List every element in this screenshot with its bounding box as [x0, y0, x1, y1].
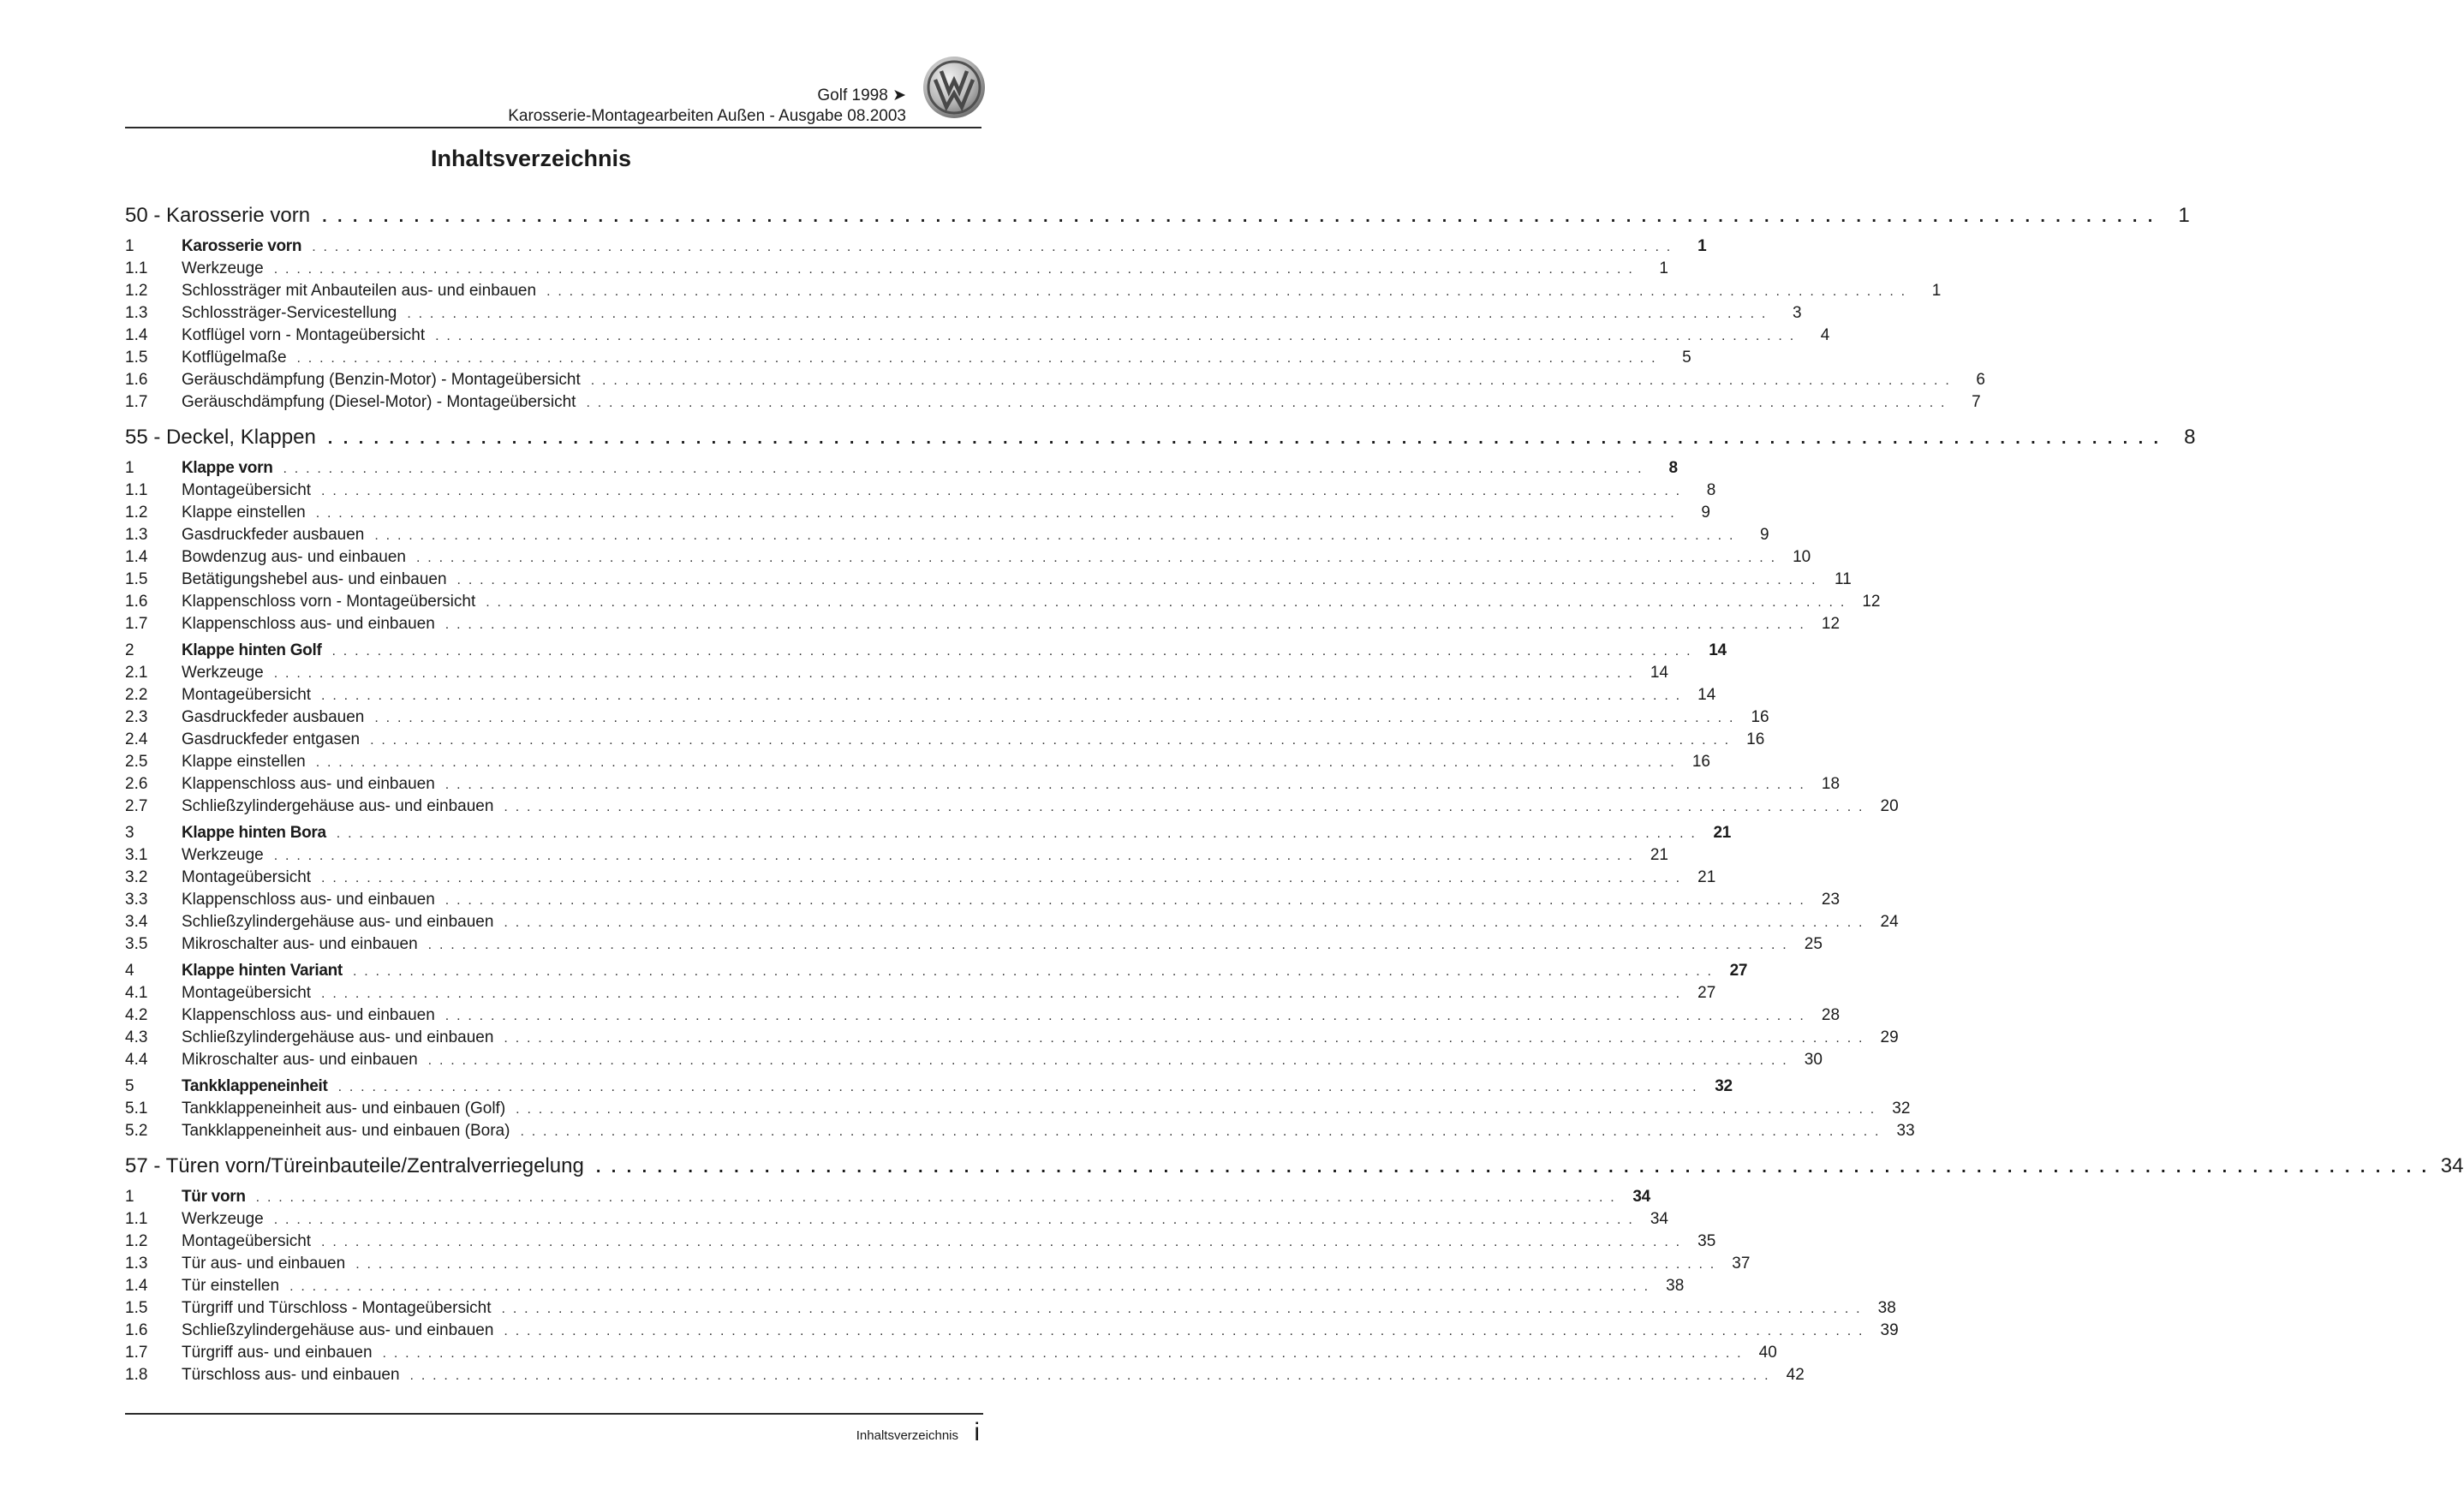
toc-entry-page: 38 [1666, 1277, 1685, 1295]
toc-entry[interactable] [125, 371, 1985, 393]
toc-entry-number: 1.4 [125, 548, 148, 566]
toc-entry-title: Tür aus- und einbauen [182, 1255, 346, 1273]
toc-entry-title: Schließzylindergehäuse aus- und einbauen [182, 1321, 494, 1339]
header-subtitle: Karosserie-Montagearbeiten Außen - Ausgabe 08.2003 [508, 107, 906, 125]
toc-entry-number: 3.3 [125, 891, 148, 909]
toc-entry-number: 1.6 [125, 371, 148, 389]
toc-entry-title: Geräuschdämpfung (Benzin-Motor) - Montageübersicht [182, 371, 581, 389]
toc-chapter-title: 55 - Deckel, Klappen [125, 426, 316, 449]
toc-leader: . . . . . . . . . . . . . . . . . . . . . . . . . . . . . . . . . . . . . . . . . . . . . . . . . . . . . . . . . . . . . . . . . . . . . . . . . . . . . . . . . . . . . . . . . . . . . . . . . . . . . . . . . . . . . . . . . . . . . . . . [407, 307, 1768, 321]
toc-leader: . . . . . . . . . . . . . . . . . . . . . . . . . . . . . . . . . . . . . . . . . . . . . . . . . . . . . . . . . . . . . . . . . . . . . . . . . . . . . . . . . . . . . . . . . . . . . . . . . . . . . . . . . . . . . . . . . . . . . . . . [520, 1124, 1881, 1139]
toc-entry-page: 16 [1751, 708, 1769, 726]
toc-leader: . . . . . . . . . . . . . . . . . . . . . . . . . . . . . . . . . . . . . . . . . . . . . . . . . . . . . . . . . . . . . . . . . . . . . . . . . . . . . . . . . . . . . . . . . . . . . . . . . . . . . . . . . . . . . . . . . . . . . . . . [322, 207, 2156, 226]
toc-entry-page: 14 [1650, 664, 1668, 682]
toc-leader: . . . . . . . . . . . . . . . . . . . . . . . . . . . . . . . . . . . . . . . . . . . . . . . . . . . . . . . . . . . . . . . . . . . . . . . . . . . . . . . . . . . . . . . . . . . . . . . . . . . . . . . . . . . . . . . . . . . . . . . . [504, 1031, 1864, 1046]
toc-entry-number: 3.5 [125, 935, 148, 953]
header-model: Golf 1998 ➤ [817, 86, 906, 104]
toc-entry-page: 37 [1732, 1255, 1751, 1273]
toc-entry-number: 2.4 [125, 730, 148, 748]
toc-entry-title: Karosserie vorn [182, 237, 302, 255]
toc-entry[interactable] [125, 1255, 1751, 1277]
toc-entry[interactable] [125, 664, 1668, 686]
toc-entry-title: Klappe vorn [182, 459, 273, 477]
toc-entry[interactable] [125, 504, 1710, 526]
toc-entry-number: 3.2 [125, 868, 148, 886]
toc-entry-title: Montageübersicht [182, 1232, 312, 1250]
toc-entry-number: 2.7 [125, 797, 148, 815]
toc-entry-title: Klappe hinten Variant [182, 962, 343, 980]
toc-leader: . . . . . . . . . . . . . . . . . . . . . . . . . . . . . . . . . . . . . . . . . . . . . . . . . . . . . . . . . . . . . . . . . . . . . . . . . . . . . . . . . . . . . . . . . . . . . . . . . . . . . . . . . . . . . . . . . . . . . . . . [273, 1213, 1634, 1227]
toc-entry-title: Werkzeuge [182, 846, 264, 864]
toc-entry[interactable] [125, 797, 1899, 820]
toc-leader: . . . . . . . . . . . . . . . . . . . . . . . . . . . . . . . . . . . . . . . . . . . . . . . . . . . . . . . . . . . . . . . . . . . . . . . . . . . . . . . . . . . . . . . . . . . . . . . . . . . . . . . . . . . . . . . . . . . . . . . . [415, 551, 1777, 565]
toc-leader: . . . . . . . . . . . . . . . . . . . . . . . . . . . . . . . . . . . . . . . . . . . . . . . . . . . . . . . . . . . . . . . . . . . . . . . . . . . . . . . . . . . . . . . . . . . . . . . . . . . . . . . . . . . . . . . . . . . . . . . . [321, 484, 1682, 498]
toc-entry-page: 42 [1786, 1366, 1805, 1384]
toc-entry-title: Klappe hinten Golf [182, 641, 322, 659]
toc-entry-page: 34 [1632, 1188, 1650, 1206]
toc-entry[interactable] [125, 1006, 1841, 1028]
toc-entry-page: 8 [1706, 481, 1716, 499]
toc-chapter-page: 34 [2440, 1154, 2464, 1177]
vw-logo-icon [922, 56, 986, 119]
toc-leader: . . . . . . . . . . . . . . . . . . . . . . . . . . . . . . . . . . . . . . . . . . . . . . . . . . . . . . . . . . . . . . . . . . . . . . . . . . . . . . . . . . . . . . . . . . . . . . . . . . . . . . . . . . . . . . . . . . . . . . . . [315, 755, 1676, 770]
toc-entry-number: 2.6 [125, 775, 148, 793]
toc-leader: . . . . . . . . . . . . . . . . . . . . . . . . . . . . . . . . . . . . . . . . . . . . . . . . . . . . . . . . . . . . . . . . . . . . . . . . . . . . . . . . . . . . . . . . . . . . . . . . . . . . . . . . . . . . . . . . . . . . . . . . [273, 262, 1634, 277]
toc-entry-number: 1.1 [125, 1210, 148, 1228]
toc-entry-number: 1.2 [125, 504, 148, 522]
toc-entry-page: 27 [1697, 984, 1716, 1002]
toc-leader: . . . . . . . . . . . . . . . . . . . . . . . . . . . . . . . . . . . . . . . . . . . . . . . . . . . . . . . . . . . . . . . . . . . . . . . . . . . . . . . . . . . . . . . . . . . . . . . . . . . . . . . . . . . . . . . . . . . . . . . . [296, 351, 1657, 366]
toc-entry-page: 21 [1713, 824, 1732, 842]
toc-entry-page: 16 [1691, 753, 1710, 771]
toc-entry[interactable] [125, 615, 1841, 637]
toc-entry[interactable] [125, 593, 1881, 615]
toc-entry[interactable] [125, 1122, 1915, 1144]
toc-leader: . . . . . . . . . . . . . . . . . . . . . . . . . . . . . . . . . . . . . . . . . . . . . . . . . . . . . . . . . . . . . . . . . . . . . . . . . . . . . . . . . . . . . . . . . . . . . . . . . . . . . . . . . . . . . . . . . . . . . . . . [337, 1080, 1698, 1094]
toc-entry[interactable] [125, 282, 1942, 304]
toc-entry-page: 16 [1746, 730, 1765, 748]
toc-entry-number: 1 [125, 1188, 134, 1206]
toc-entry[interactable] [125, 1051, 1823, 1073]
toc-section[interactable] [125, 1077, 1733, 1100]
toc-entry[interactable] [125, 1100, 1911, 1122]
toc-section[interactable] [125, 459, 1678, 481]
toc-entry-page: 18 [1821, 775, 1841, 793]
toc-entry-title: Tür vorn [182, 1188, 246, 1206]
toc-entry-number: 1.4 [125, 1277, 148, 1295]
toc-entry-title: Betätigungshebel aus- und einbauen [182, 570, 447, 588]
toc-leader: . . . . . . . . . . . . . . . . . . . . . . . . . . . . . . . . . . . . . . . . . . . . . . . . . . . . . . . . . . . . . . . . . . . . . . . . . . . . . . . . . . . . . . . . . . . . . . . . . . . . . . . . . . . . . . . . . . . . . . . . [370, 733, 1731, 748]
toc-leader: . . . . . . . . . . . . . . . . . . . . . . . . . . . . . . . . . . . . . . . . . . . . . . . . . . . . . . . . . . . . . . . . . . . . . . . . . . . . . . . . . . . . . . . . . . . . . . . . . . . . . . . . . . . . . . . . . . . . . . . . [444, 1009, 1806, 1023]
toc-leader: . . . . . . . . . . . . . . . . . . . . . . . . . . . . . . . . . . . . . . . . . . . . . . . . . . . . . . . . . . . . . . . . . . . . . . . . . . . . . . . . . . . . . . . . . . . . . . . . . . . . . . . . . . . . . . . . . . . . . . . . [321, 688, 1682, 703]
toc-entry-number: 5.2 [125, 1122, 148, 1140]
toc-entry[interactable] [125, 259, 1668, 282]
toc-entry-number: 4.3 [125, 1028, 148, 1046]
toc-entry-page: 34 [1650, 1210, 1668, 1228]
toc-entry-number: 2.5 [125, 753, 148, 771]
toc-entry-page: 1 [1931, 282, 1942, 300]
toc-entry-title: Klappenschloss aus- und einbauen [182, 1006, 435, 1024]
toc-leader: . . . . . . . . . . . . . . . . . . . . . . . . . . . . . . . . . . . . . . . . . . . . . . . . . . . . . . . . . . . . . . . . . . . . . . . . . . . . . . . . . . . . . . . . . . . . . . . . . . . . . . . . . . . . . . . . . . . . . . . . [427, 938, 1788, 952]
toc-entry-title: Tankklappeneinheit aus- und einbauen (Golf) [182, 1100, 506, 1118]
toc-leader: . . . . . . . . . . . . . . . . . . . . . . . . . . . . . . . . . . . . . . . . . . . . . . . . . . . . . . . . . . . . . . . . . . . . . . . . . . . . . . . . . . . . . . . . . . . . . . . . . . . . . . . . . . . . . . . . . . . . . . . . [355, 1257, 1716, 1272]
toc-entry-page: 38 [1877, 1299, 1896, 1317]
footer-page-number: i [974, 1418, 980, 1446]
toc-entry[interactable] [125, 1321, 1899, 1344]
toc-chapter-title: 50 - Karosserie vorn [125, 204, 311, 227]
toc-entry-number: 1.2 [125, 282, 148, 300]
toc-entry-number: 1.7 [125, 1344, 148, 1362]
toc-leader: . . . . . . . . . . . . . . . . . . . . . . . . . . . . . . . . . . . . . . . . . . . . . . . . . . . . . . . . . . . . . . . . . . . . . . . . . . . . . . . . . . . . . . . . . . . . . . . . . . . . . . . . . . . . . . . . . . . . . . . . [374, 528, 1735, 543]
toc-leader: . . . . . . . . . . . . . . . . . . . . . . . . . . . . . . . . . . . . . . . . . . . . . . . . . . . . . . . . . . . . . . . . . . . . . . . . . . . . . . . . . . . . . . . . . . . . . . . . . . . . . . . . . . . . . . . . . . . . . . . . [321, 986, 1682, 1001]
toc-entry-number: 4.4 [125, 1051, 148, 1069]
toc-entry[interactable] [125, 753, 1710, 775]
toc-entry-page: 1 [1659, 259, 1668, 277]
toc-entry[interactable] [125, 326, 1830, 349]
toc-entry-title: Montageübersicht [182, 868, 312, 886]
toc-entry-page: 21 [1697, 868, 1716, 886]
toc-leader: . . . . . . . . . . . . . . . . . . . . . . . . . . . . . . . . . . . . . . . . . . . . . . . . . . . . . . . . . . . . . . . . . . . . . . . . . . . . . . . . . . . . . . . . . . . . . . . . . . . . . . . . . . . . . . . . . . . . . . . . [501, 1302, 1862, 1316]
toc-leader: . . . . . . . . . . . . . . . . . . . . . . . . . . . . . . . . . . . . . . . . . . . . . . . . . . . . . . . . . . . . . . . . . . . . . . . . . . . . . . . . . . . . . . . . . . . . . . . . . . . . . . . . . . . . . . . . . . . . . . . . [382, 1346, 1743, 1361]
toc-entry-page: 6 [1976, 371, 1985, 389]
toc-chapter[interactable] [125, 426, 2196, 455]
toc-entry-title: Klappe einstellen [182, 504, 306, 522]
toc-entry-title: Mikroschalter aus- und einbauen [182, 935, 418, 953]
toc-entry-page: 33 [1896, 1122, 1915, 1140]
toc-entry-number: 2.3 [125, 708, 148, 726]
toc-entry-page: 9 [1701, 504, 1710, 522]
toc-entry-title: Tür einstellen [182, 1277, 280, 1295]
page-title: Inhaltsverzeichnis [430, 146, 632, 171]
toc-entry-page: 9 [1760, 526, 1769, 544]
toc-entry-number: 1.3 [125, 1255, 148, 1273]
toc-chapter-page: 8 [2184, 426, 2196, 449]
toc-leader: . . . . . . . . . . . . . . . . . . . . . . . . . . . . . . . . . . . . . . . . . . . . . . . . . . . . . . . . . . . . . . . . . . . . . . . . . . . . . . . . . . . . . . . . . . . . . . . . . . . . . . . . . . . . . . . . . . . . . . . . [504, 800, 1864, 814]
toc-entry-title: Gasdruckfeder ausbauen [182, 708, 365, 726]
toc-leader: . . . . . . . . . . . . . . . . . . . . . . . . . . . . . . . . . . . . . . . . . . . . . . . . . . . . . . . . . . . . . . . . . . . . . . . . . . . . . . . . . . . . . . . . . . . . . . . . . . . . . . . . . . . . . . . . . . . . . . . . [456, 573, 1817, 587]
toc-entry-title: Geräuschdämpfung (Diesel-Motor) - Montageübersicht [182, 393, 576, 411]
toc-entry-title: Klappe hinten Bora [182, 824, 326, 842]
toc-entry-page: 14 [1697, 686, 1716, 704]
toc-entry-number: 1.3 [125, 526, 148, 544]
toc-entry-page: 14 [1709, 641, 1727, 659]
toc-entry[interactable] [125, 1232, 1716, 1255]
toc-entry-title: Montageübersicht [182, 984, 312, 1002]
toc-entry-page: 11 [1835, 570, 1852, 588]
toc-leader: . . . . . . . . . . . . . . . . . . . . . . . . . . . . . . . . . . . . . . . . . . . . . . . . . . . . . . . . . . . . . . . . . . . . . . . . . . . . . . . . . . . . . . . . . . . . . . . . . . . . . . . . . . . . . . . . . . . . . . . . [331, 644, 1692, 659]
toc-leader: . . . . . . . . . . . . . . . . . . . . . . . . . . . . . . . . . . . . . . . . . . . . . . . . . . . . . . . . . . . . . . . . . . . . . . . . . . . . . . . . . . . . . . . . . . . . . . . . . . . . . . . . . . . . . . . . . . . . . . . . [546, 284, 1907, 299]
toc-entry-number: 1.1 [125, 259, 148, 277]
toc-section[interactable] [125, 824, 1732, 846]
toc-leader: . . . . . . . . . . . . . . . . . . . . . . . . . . . . . . . . . . . . . . . . . . . . . . . . . . . . . . . . . . . . . . . . . . . . . . . . . . . . . . . . . . . . . . . . . . . . . . . . . . . . . . . . . . . . . . . . . . . . . . . . [595, 1158, 2430, 1177]
toc-entry[interactable] [125, 891, 1841, 913]
toc-entry-title: Türgriff aus- und einbauen [182, 1344, 373, 1362]
toc-entry-number: 3.4 [125, 913, 148, 931]
toc-leader: . . . . . . . . . . . . . . . . . . . . . . . . . . . . . . . . . . . . . . . . . . . . . . . . . . . . . . . . . . . . . . . . . . . . . . . . . . . . . . . . . . . . . . . . . . . . . . . . . . . . . . . . . . . . . . . . . . . . . . . . [504, 1324, 1864, 1338]
toc-entry-number: 2 [125, 641, 134, 659]
toc-entry-number: 1.2 [125, 1232, 148, 1250]
toc-entry-number: 1.4 [125, 326, 148, 344]
toc-chapter[interactable] [125, 1154, 2464, 1183]
toc-leader: . . . . . . . . . . . . . . . . . . . . . . . . . . . . . . . . . . . . . . . . . . . . . . . . . . . . . . . . . . . . . . . . . . . . . . . . . . . . . . . . . . . . . . . . . . . . . . . . . . . . . . . . . . . . . . . . . . . . . . . . [352, 964, 1714, 979]
toc-entry[interactable] [125, 984, 1716, 1006]
toc-entry-title: Werkzeuge [182, 1210, 264, 1228]
toc-entry-page: 30 [1804, 1051, 1823, 1069]
toc-entry-title: Gasdruckfeder ausbauen [182, 526, 365, 544]
toc-entry-title: Tankklappeneinheit aus- und einbauen (Bora) [182, 1122, 510, 1140]
toc-entry-number: 3 [125, 824, 134, 842]
toc-entry-number: 2.1 [125, 664, 148, 682]
toc-entry-page: 1 [1697, 237, 1707, 255]
toc-entry[interactable] [125, 868, 1716, 891]
toc-leader: . . . . . . . . . . . . . . . . . . . . . . . . . . . . . . . . . . . . . . . . . . . . . . . . . . . . . . . . . . . . . . . . . . . . . . . . . . . . . . . . . . . . . . . . . . . . . . . . . . . . . . . . . . . . . . . . . . . . . . . . [504, 915, 1864, 930]
toc-leader: . . . . . . . . . . . . . . . . . . . . . . . . . . . . . . . . . . . . . . . . . . . . . . . . . . . . . . . . . . . . . . . . . . . . . . . . . . . . . . . . . . . . . . . . . . . . . . . . . . . . . . . . . . . . . . . . . . . . . . . . [409, 1368, 1770, 1383]
toc-entry-page: 25 [1804, 935, 1823, 953]
footer-label: Inhaltsverzeichnis [856, 1428, 958, 1443]
toc-entry-title: Werkzeuge [182, 259, 264, 277]
toc-entry[interactable] [125, 1210, 1668, 1232]
toc-leader: . . . . . . . . . . . . . . . . . . . . . . . . . . . . . . . . . . . . . . . . . . . . . . . . . . . . . . . . . . . . . . . . . . . . . . . . . . . . . . . . . . . . . . . . . . . . . . . . . . . . . . . . . . . . . . . . . . . . . . . . [444, 778, 1806, 792]
toc-entry[interactable] [125, 730, 1765, 753]
toc-section[interactable] [125, 641, 1727, 664]
toc-entry[interactable] [125, 708, 1769, 730]
toc-entry-page: 12 [1862, 593, 1881, 611]
toc-leader: . . . . . . . . . . . . . . . . . . . . . . . . . . . . . . . . . . . . . . . . . . . . . . . . . . . . . . . . . . . . . . . . . . . . . . . . . . . . . . . . . . . . . . . . . . . . . . . . . . . . . . . . . . . . . . . . . . . . . . . . [315, 506, 1676, 521]
toc-leader: . . . . . . . . . . . . . . . . . . . . . . . . . . . . . . . . . . . . . . . . . . . . . . . . . . . . . . . . . . . . . . . . . . . . . . . . . . . . . . . . . . . . . . . . . . . . . . . . . . . . . . . . . . . . . . . . . . . . . . . . [283, 462, 1644, 476]
toc-entry[interactable] [125, 393, 1981, 415]
toc-entry[interactable] [125, 548, 1811, 570]
toc-leader: . . . . . . . . . . . . . . . . . . . . . . . . . . . . . . . . . . . . . . . . . . . . . . . . . . . . . . . . . . . . . . . . . . . . . . . . . . . . . . . . . . . . . . . . . . . . . . . . . . . . . . . . . . . . . . . . . . . . . . . . [289, 1279, 1650, 1294]
toc-leader: . . . . . . . . . . . . . . . . . . . . . . . . . . . . . . . . . . . . . . . . . . . . . . . . . . . . . . . . . . . . . . . . . . . . . . . . . . . . . . . . . . . . . . . . . . . . . . . . . . . . . . . . . . . . . . . . . . . . . . . . [590, 373, 1951, 388]
toc-leader: . . . . . . . . . . . . . . . . . . . . . . . . . . . . . . . . . . . . . . . . . . . . . . . . . . . . . . . . . . . . . . . . . . . . . . . . . . . . . . . . . . . . . . . . . . . . . . . . . . . . . . . . . . . . . . . . . . . . . . . . [255, 1190, 1616, 1205]
toc-entry-number: 4 [125, 962, 134, 980]
toc-entry-title: Schlossträger mit Anbauteilen aus- und einbauen [182, 282, 537, 300]
toc-entry-number: 3.1 [125, 846, 148, 864]
toc-entry-title: Tankklappeneinheit [182, 1077, 328, 1095]
toc-leader: . . . . . . . . . . . . . . . . . . . . . . . . . . . . . . . . . . . . . . . . . . . . . . . . . . . . . . . . . . . . . . . . . . . . . . . . . . . . . . . . . . . . . . . . . . . . . . . . . . . . . . . . . . . . . . . . . . . . . . . . [435, 329, 1796, 343]
toc-entry[interactable] [125, 349, 1691, 371]
toc-entry-page: 40 [1758, 1344, 1777, 1362]
page-header [125, 82, 981, 132]
toc-entry-title: Kotflügel vorn - Montageübersicht [182, 326, 426, 344]
toc-entry-number: 1.7 [125, 615, 148, 633]
toc-leader: . . . . . . . . . . . . . . . . . . . . . . . . . . . . . . . . . . . . . . . . . . . . . . . . . . . . . . . . . . . . . . . . . . . . . . . . . . . . . . . . . . . . . . . . . . . . . . . . . . . . . . . . . . . . . . . . . . . . . . . . [486, 595, 1847, 610]
table-of-contents [125, 204, 2464, 1388]
toc-entry-number: 1.5 [125, 349, 148, 367]
toc-leader: . . . . . . . . . . . . . . . . . . . . . . . . . . . . . . . . . . . . . . . . . . . . . . . . . . . . . . . . . . . . . . . . . . . . . . . . . . . . . . . . . . . . . . . . . . . . . . . . . . . . . . . . . . . . . . . . . . . . . . . . [273, 666, 1634, 681]
toc-entry-number: 1 [125, 237, 134, 255]
toc-entry-number: 2.2 [125, 686, 148, 704]
toc-entry-number: 1.1 [125, 481, 148, 499]
footer-divider [125, 1413, 983, 1415]
toc-leader: . . . . . . . . . . . . . . . . . . . . . . . . . . . . . . . . . . . . . . . . . . . . . . . . . . . . . . . . . . . . . . . . . . . . . . . . . . . . . . . . . . . . . . . . . . . . . . . . . . . . . . . . . . . . . . . . . . . . . . . . [327, 429, 2162, 448]
toc-entry-number: 1.6 [125, 1321, 148, 1339]
toc-entry-number: 1.5 [125, 1299, 148, 1317]
toc-entry-title: Türgriff und Türschloss - Montageübersicht [182, 1299, 492, 1317]
toc-entry[interactable] [125, 304, 1802, 326]
toc-entry-page: 23 [1821, 891, 1841, 909]
toc-entry[interactable] [125, 686, 1716, 708]
toc-entry-title: Klappenschloss aus- und einbauen [182, 891, 435, 909]
toc-leader: . . . . . . . . . . . . . . . . . . . . . . . . . . . . . . . . . . . . . . . . . . . . . . . . . . . . . . . . . . . . . . . . . . . . . . . . . . . . . . . . . . . . . . . . . . . . . . . . . . . . . . . . . . . . . . . . . . . . . . . . [312, 240, 1673, 254]
toc-entry-title: Werkzeuge [182, 664, 264, 682]
toc-entry-page: 32 [1892, 1100, 1911, 1118]
toc-entry-page: 24 [1880, 913, 1899, 931]
toc-entry-title: Schließzylindergehäuse aus- und einbauen [182, 1028, 494, 1046]
toc-entry-page: 28 [1821, 1006, 1841, 1024]
toc-chapter-page: 1 [2178, 204, 2190, 227]
toc-entry-number: 1.3 [125, 304, 148, 322]
toc-entry[interactable] [125, 775, 1841, 797]
toc-entry[interactable] [125, 1299, 1896, 1321]
toc-entry[interactable] [125, 526, 1769, 548]
toc-entry-page: 5 [1682, 349, 1691, 367]
toc-entry[interactable] [125, 846, 1668, 868]
toc-entry-number: 1.8 [125, 1366, 148, 1384]
toc-entry-page: 21 [1650, 846, 1668, 864]
toc-chapter-title: 57 - Türen vorn/Türeinbauteile/Zentralverriegelung [125, 1154, 584, 1177]
toc-leader: . . . . . . . . . . . . . . . . . . . . . . . . . . . . . . . . . . . . . . . . . . . . . . . . . . . . . . . . . . . . . . . . . . . . . . . . . . . . . . . . . . . . . . . . . . . . . . . . . . . . . . . . . . . . . . . . . . . . . . . . [321, 1235, 1682, 1249]
toc-entry-number: 4.2 [125, 1006, 148, 1024]
toc-entry-number: 4.1 [125, 984, 148, 1002]
toc-entry[interactable] [125, 935, 1823, 957]
toc-chapter[interactable] [125, 204, 2190, 233]
toc-entry-title: Schließzylindergehäuse aus- und einbauen [182, 797, 494, 815]
toc-entry-title: Schlossträger-Servicestellung [182, 304, 397, 322]
toc-entry-title: Montageübersicht [182, 686, 312, 704]
toc-entry[interactable] [125, 1028, 1899, 1051]
toc-entry-page: 32 [1715, 1077, 1733, 1095]
toc-leader: . . . . . . . . . . . . . . . . . . . . . . . . . . . . . . . . . . . . . . . . . . . . . . . . . . . . . . . . . . . . . . . . . . . . . . . . . . . . . . . . . . . . . . . . . . . . . . . . . . . . . . . . . . . . . . . . . . . . . . . . [336, 826, 1697, 841]
toc-entry-title: Montageübersicht [182, 481, 312, 499]
toc-entry[interactable] [125, 1277, 1685, 1299]
toc-section[interactable] [125, 962, 1748, 984]
toc-entry[interactable] [125, 570, 1852, 593]
toc-leader: . . . . . . . . . . . . . . . . . . . . . . . . . . . . . . . . . . . . . . . . . . . . . . . . . . . . . . . . . . . . . . . . . . . . . . . . . . . . . . . . . . . . . . . . . . . . . . . . . . . . . . . . . . . . . . . . . . . . . . . . [444, 893, 1806, 908]
toc-leader: . . . . . . . . . . . . . . . . . . . . . . . . . . . . . . . . . . . . . . . . . . . . . . . . . . . . . . . . . . . . . . . . . . . . . . . . . . . . . . . . . . . . . . . . . . . . . . . . . . . . . . . . . . . . . . . . . . . . . . . . [321, 871, 1682, 885]
toc-entry-page: 35 [1697, 1232, 1716, 1250]
toc-entry[interactable] [125, 1344, 1777, 1366]
toc-entry-number: 1.7 [125, 393, 148, 411]
toc-leader: . . . . . . . . . . . . . . . . . . . . . . . . . . . . . . . . . . . . . . . . . . . . . . . . . . . . . . . . . . . . . . . . . . . . . . . . . . . . . . . . . . . . . . . . . . . . . . . . . . . . . . . . . . . . . . . . . . . . . . . . [444, 617, 1806, 632]
toc-entry[interactable] [125, 481, 1716, 504]
toc-entry-number: 1.6 [125, 593, 148, 611]
toc-leader: . . . . . . . . . . . . . . . . . . . . . . . . . . . . . . . . . . . . . . . . . . . . . . . . . . . . . . . . . . . . . . . . . . . . . . . . . . . . . . . . . . . . . . . . . . . . . . . . . . . . . . . . . . . . . . . . . . . . . . . . [427, 1053, 1788, 1068]
toc-entry-page: 4 [1820, 326, 1830, 344]
toc-entry-title: Gasdruckfeder entgasen [182, 730, 361, 748]
toc-entry-title: Türschloss aus- und einbauen [182, 1366, 400, 1384]
toc-entry-title: Klappenschloss vorn - Montageübersicht [182, 593, 476, 611]
toc-leader: . . . . . . . . . . . . . . . . . . . . . . . . . . . . . . . . . . . . . . . . . . . . . . . . . . . . . . . . . . . . . . . . . . . . . . . . . . . . . . . . . . . . . . . . . . . . . . . . . . . . . . . . . . . . . . . . . . . . . . . . [273, 849, 1634, 863]
toc-entry-page: 7 [1972, 393, 1981, 411]
toc-entry-number: 1.5 [125, 570, 148, 588]
toc-entry-page: 3 [1793, 304, 1802, 322]
toc-entry[interactable] [125, 1366, 1805, 1388]
toc-entry-title: Mikroschalter aus- und einbauen [182, 1051, 418, 1069]
toc-entry-title: Klappenschloss aus- und einbauen [182, 615, 435, 633]
toc-entry-title: Schließzylindergehäuse aus- und einbauen [182, 913, 494, 931]
toc-entry-page: 10 [1793, 548, 1811, 566]
toc-section[interactable] [125, 237, 1707, 259]
toc-entry-title: Bowdenzug aus- und einbauen [182, 548, 406, 566]
toc-leader: . . . . . . . . . . . . . . . . . . . . . . . . . . . . . . . . . . . . . . . . . . . . . . . . . . . . . . . . . . . . . . . . . . . . . . . . . . . . . . . . . . . . . . . . . . . . . . . . . . . . . . . . . . . . . . . . . . . . . . . . [586, 396, 1947, 410]
toc-entry-number: 5 [125, 1077, 134, 1095]
toc-entry-number: 5.1 [125, 1100, 148, 1118]
toc-entry-page: 20 [1880, 797, 1899, 815]
toc-entry-number: 1 [125, 459, 134, 477]
toc-entry-page: 27 [1729, 962, 1748, 980]
toc-entry-page: 12 [1821, 615, 1841, 633]
toc-entry-title: Klappe einstellen [182, 753, 306, 771]
toc-entry-page: 29 [1880, 1028, 1899, 1046]
toc-leader: . . . . . . . . . . . . . . . . . . . . . . . . . . . . . . . . . . . . . . . . . . . . . . . . . . . . . . . . . . . . . . . . . . . . . . . . . . . . . . . . . . . . . . . . . . . . . . . . . . . . . . . . . . . . . . . . . . . . . . . . [374, 711, 1735, 725]
toc-entry-title: Klappenschloss aus- und einbauen [182, 775, 435, 793]
toc-leader: . . . . . . . . . . . . . . . . . . . . . . . . . . . . . . . . . . . . . . . . . . . . . . . . . . . . . . . . . . . . . . . . . . . . . . . . . . . . . . . . . . . . . . . . . . . . . . . . . . . . . . . . . . . . . . . . . . . . . . . . [516, 1102, 1876, 1117]
header-divider [125, 127, 981, 128]
toc-entry[interactable] [125, 913, 1899, 935]
toc-entry-page: 8 [1668, 459, 1678, 477]
toc-section[interactable] [125, 1188, 1650, 1210]
toc-entry-page: 39 [1880, 1321, 1899, 1339]
toc-entry-title: Kotflügelmaße [182, 349, 287, 367]
